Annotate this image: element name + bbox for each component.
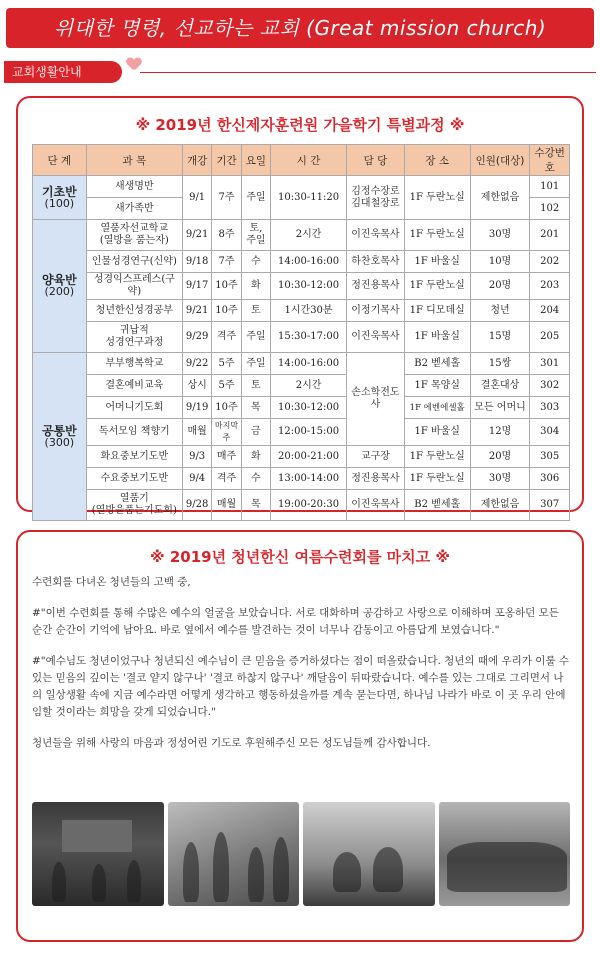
cell-day: 토 bbox=[241, 375, 270, 397]
cell-start: 9/21 bbox=[182, 220, 211, 251]
cell-number: 304 bbox=[530, 419, 570, 446]
retreat-title: ※ 2019년 청년한신 여름수련회를 마치고 ※ bbox=[150, 548, 450, 566]
col-header: 단 계 bbox=[33, 145, 87, 176]
cell-people: 15쌍 bbox=[470, 353, 530, 375]
cell-people: 20명 bbox=[470, 273, 530, 300]
cell-subject: 수요중보기도반 bbox=[86, 468, 182, 490]
col-header: 장 소 bbox=[404, 145, 470, 176]
cell-day: 주일 bbox=[241, 322, 270, 353]
cell-leader: 정진용목사 bbox=[347, 273, 405, 300]
retreat-paragraph: 수련회를 다녀온 청년들의 고백 중, bbox=[32, 576, 191, 588]
cell-people: 12명 bbox=[470, 419, 530, 446]
cell-time: 15:30-17:00 bbox=[271, 322, 347, 353]
cell-place: 1F 디모데실 bbox=[404, 300, 470, 322]
retreat-photo-worship bbox=[32, 802, 164, 906]
col-header: 시 간 bbox=[271, 145, 347, 176]
cell-place: 1F 바울실 bbox=[404, 322, 470, 353]
cell-leader: 이진욱목사 bbox=[347, 490, 405, 521]
cell-day: 화 bbox=[241, 446, 270, 468]
cell-day: 금 bbox=[241, 419, 270, 446]
cell-time: 20:00-21:00 bbox=[271, 446, 347, 468]
cell-subject: 어머니기도회 bbox=[86, 397, 182, 419]
cell-time: 10:30-12:00 bbox=[271, 397, 347, 419]
group-cell: 양육반 (200) bbox=[33, 220, 87, 353]
schedule-table bbox=[32, 144, 570, 521]
cell-time: 13:00-14:00 bbox=[271, 468, 347, 490]
schedule-title: ※ 2019년 한신제자훈련원 가을학기 특별과정 ※ bbox=[135, 116, 465, 134]
table-row bbox=[33, 468, 570, 490]
cell-people: 결혼대상 bbox=[470, 375, 530, 397]
cell-day: 화 bbox=[241, 273, 270, 300]
cell-period: 격주 bbox=[212, 322, 241, 353]
cell-period: 10주 bbox=[212, 273, 241, 300]
page-banner: 위대한 명령, 선교하는 교회 (Great mission church) bbox=[6, 8, 594, 48]
cell-period: 매주 bbox=[212, 446, 241, 468]
cell-day: 목 bbox=[241, 490, 270, 521]
cell-leader: 손소학전도사 bbox=[347, 353, 405, 446]
table-row bbox=[33, 419, 570, 446]
retreat-paragraph: #"예수님도 청년이었구나 청년되신 예수님이 큰 믿음을 증거하셨다는 점이 떠올랐습니다. 청년의 때에 우리가 이룰 수 있는 믿음의 깊이는 '결코 얕지 않구나' '결코 하찮지 않구나' 깨달음이 뒤따랐습니다. 예수를 있는 그대로 그리면서 나의 일상생활 속에 지금 예수라면 어떻게 생각하고 행동하셨을까를 계속 묻는다면, 하나님 나라가 바로 이 곳 우리 안에 임할 것이라는 희망을 갖게 되었습니다." bbox=[32, 655, 570, 718]
cell-subject: 열품기 (열방을품는기도회) bbox=[86, 490, 182, 521]
cell-leader: 하찬호목사 bbox=[347, 251, 405, 273]
cell-leader: 이진욱목사 bbox=[347, 322, 405, 353]
cell-people: 20명 bbox=[470, 446, 530, 468]
cell-people: 청년 bbox=[470, 300, 530, 322]
table-row bbox=[33, 446, 570, 468]
cell-time: 2시간 bbox=[271, 220, 347, 251]
cell-period: 5주 bbox=[212, 353, 241, 375]
cell-day: 토 bbox=[241, 300, 270, 322]
cell-period: 10주 bbox=[212, 300, 241, 322]
cell-start: 9/28 bbox=[182, 490, 211, 521]
table-row bbox=[33, 322, 570, 353]
cell-start: 9/17 bbox=[182, 273, 211, 300]
table-row bbox=[33, 273, 570, 300]
cell-number: 201 bbox=[530, 220, 570, 251]
cell-day: 주일 bbox=[241, 176, 270, 220]
retreat-photo-praise bbox=[168, 802, 300, 906]
col-header: 수강번호 bbox=[530, 145, 570, 176]
retreat-body bbox=[32, 574, 570, 766]
table-row bbox=[33, 300, 570, 322]
cell-period: 8주 bbox=[212, 220, 241, 251]
cell-number: 203 bbox=[530, 273, 570, 300]
cell-period: 격주 bbox=[212, 468, 241, 490]
table-row bbox=[33, 176, 570, 198]
cell-place: 1F 에벤에셀홀 bbox=[404, 397, 470, 419]
cell-time: 1시간30분 bbox=[271, 300, 347, 322]
cell-subject: 인물성경연구(신약) bbox=[86, 251, 182, 273]
cell-leader: 정진용목사 bbox=[347, 468, 405, 490]
retreat-paragraph: 청년들을 위해 사랑의 마음과 정성어린 기도로 후원해주신 모든 성도님들께 감사합니다. bbox=[32, 737, 431, 749]
cell-place: B2 벧세홀 bbox=[404, 353, 470, 375]
group-cell: 공통반 (300) bbox=[33, 353, 87, 521]
divider bbox=[140, 72, 596, 73]
cell-period: 7주 bbox=[212, 251, 241, 273]
retreat-photo-group bbox=[439, 802, 571, 906]
cell-number: 305 bbox=[530, 446, 570, 468]
cell-place: B2 벧세홀 bbox=[404, 490, 470, 521]
group-cell: 기초반 (100) bbox=[33, 176, 87, 220]
cell-subject: 열품자선교학교 (열방을 품는자) bbox=[86, 220, 182, 251]
col-header: 기간 bbox=[212, 145, 241, 176]
col-header: 개강 bbox=[182, 145, 211, 176]
cell-period: 매월 bbox=[212, 490, 241, 521]
cell-leader: 이정기목사 bbox=[347, 300, 405, 322]
cell-people: 15명 bbox=[470, 322, 530, 353]
cell-start: 9/19 bbox=[182, 397, 211, 419]
cell-leader: 김정수장로 김대철장로 bbox=[347, 176, 405, 220]
cell-time: 2시간 bbox=[271, 375, 347, 397]
cell-place: 1F 목양실 bbox=[404, 375, 470, 397]
table-row bbox=[33, 220, 570, 251]
cell-place: 1F 바울실 bbox=[404, 251, 470, 273]
cell-time: 12:00-15:00 bbox=[271, 419, 347, 446]
col-header: 담 당 bbox=[347, 145, 405, 176]
cell-number: 202 bbox=[530, 251, 570, 273]
cell-start: 9/22 bbox=[182, 353, 211, 375]
cell-time: 10:30-12:00 bbox=[271, 273, 347, 300]
cell-number: 205 bbox=[530, 322, 570, 353]
cell-place: 1F 두란노실 bbox=[404, 220, 470, 251]
cell-people: 10명 bbox=[470, 251, 530, 273]
cell-subject: 귀납적 성경연구과정 bbox=[86, 322, 182, 353]
table-header-row bbox=[33, 145, 570, 176]
cell-day: 목 bbox=[241, 397, 270, 419]
cell-period: 마지막주 bbox=[212, 419, 241, 446]
cell-subject: 화요중보기도반 bbox=[86, 446, 182, 468]
photo-strip bbox=[32, 802, 570, 906]
cell-number: 204 bbox=[530, 300, 570, 322]
cell-start: 9/3 bbox=[182, 446, 211, 468]
cell-day: 수 bbox=[241, 468, 270, 490]
cell-place: 1F 두란노실 bbox=[404, 176, 470, 220]
cell-subject: 새생명반 bbox=[86, 176, 182, 198]
col-header: 인원(대상) bbox=[470, 145, 530, 176]
cell-number: 101 bbox=[530, 176, 570, 198]
cell-people: 30명 bbox=[470, 468, 530, 490]
table-row bbox=[33, 251, 570, 273]
section-tag: 교회생활안내 bbox=[4, 61, 122, 83]
cell-day: 주일 bbox=[241, 353, 270, 375]
col-header: 과 목 bbox=[86, 145, 182, 176]
cell-place: 1F 바울실 bbox=[404, 419, 470, 446]
cell-start: 9/18 bbox=[182, 251, 211, 273]
cell-start: 상시 bbox=[182, 375, 211, 397]
cell-number: 303 bbox=[530, 397, 570, 419]
cell-number: 301 bbox=[530, 353, 570, 375]
cell-leader: 이진욱목사 bbox=[347, 220, 405, 251]
cell-people: 30명 bbox=[470, 220, 530, 251]
cell-subject: 부부행복학교 bbox=[86, 353, 182, 375]
cell-subject: 새가족반 bbox=[86, 198, 182, 220]
cell-subject: 결혼예비교육 bbox=[86, 375, 182, 397]
cell-day: 수 bbox=[241, 251, 270, 273]
cell-period: 10주 bbox=[212, 397, 241, 419]
cell-subject: 독서모임 책향기 bbox=[86, 419, 182, 446]
cell-start: 9/4 bbox=[182, 468, 211, 490]
heart-icon bbox=[127, 58, 141, 72]
cell-number: 307 bbox=[530, 490, 570, 521]
table-row bbox=[33, 397, 570, 419]
cell-place: 1F 두란노실 bbox=[404, 468, 470, 490]
cell-people: 제한없음 bbox=[470, 176, 530, 220]
cell-number: 306 bbox=[530, 468, 570, 490]
table-row bbox=[33, 490, 570, 521]
cell-people: 제한없음 bbox=[470, 490, 530, 521]
cell-time: 10:30-11:20 bbox=[271, 176, 347, 220]
col-header: 요일 bbox=[241, 145, 270, 176]
table-row bbox=[33, 353, 570, 375]
cell-start: 9/1 bbox=[182, 176, 211, 220]
cell-subject: 성경익스프레스(구약) bbox=[86, 273, 182, 300]
cell-start: 매월 bbox=[182, 419, 211, 446]
cell-time: 14:00-16:00 bbox=[271, 251, 347, 273]
table-row bbox=[33, 375, 570, 397]
cell-time: 14:00-16:00 bbox=[271, 353, 347, 375]
cell-start: 9/21 bbox=[182, 300, 211, 322]
cell-day: 토, 주일 bbox=[241, 220, 270, 251]
cell-start: 9/29 bbox=[182, 322, 211, 353]
cell-period: 7주 bbox=[212, 176, 241, 220]
schedule-panel bbox=[16, 96, 584, 516]
cell-period: 5주 bbox=[212, 375, 241, 397]
cell-number: 102 bbox=[530, 198, 570, 220]
cell-number: 302 bbox=[530, 375, 570, 397]
cell-time: 19:00-20:30 bbox=[271, 490, 347, 521]
retreat-photo-activity bbox=[303, 802, 435, 906]
cell-place: 1F 두란노실 bbox=[404, 446, 470, 468]
cell-subject: 청년한신성경공부 bbox=[86, 300, 182, 322]
cell-leader: 교구장 bbox=[347, 446, 405, 468]
cell-people: 모든 어머니 bbox=[470, 397, 530, 419]
cell-place: 1F 두란노실 bbox=[404, 273, 470, 300]
retreat-panel bbox=[16, 530, 584, 942]
retreat-paragraph: #"이번 수련회를 통해 수많은 예수의 얼굴을 보았습니다. 서로 대화하며 공감하고 사랑으로 이해하며 포옹하던 모든 순간 순간이 기억에 남아요. 바로 옆에서 예수를 발견하는 것이 너무나 감동이고 아름답게 보였습니다." bbox=[32, 607, 559, 636]
